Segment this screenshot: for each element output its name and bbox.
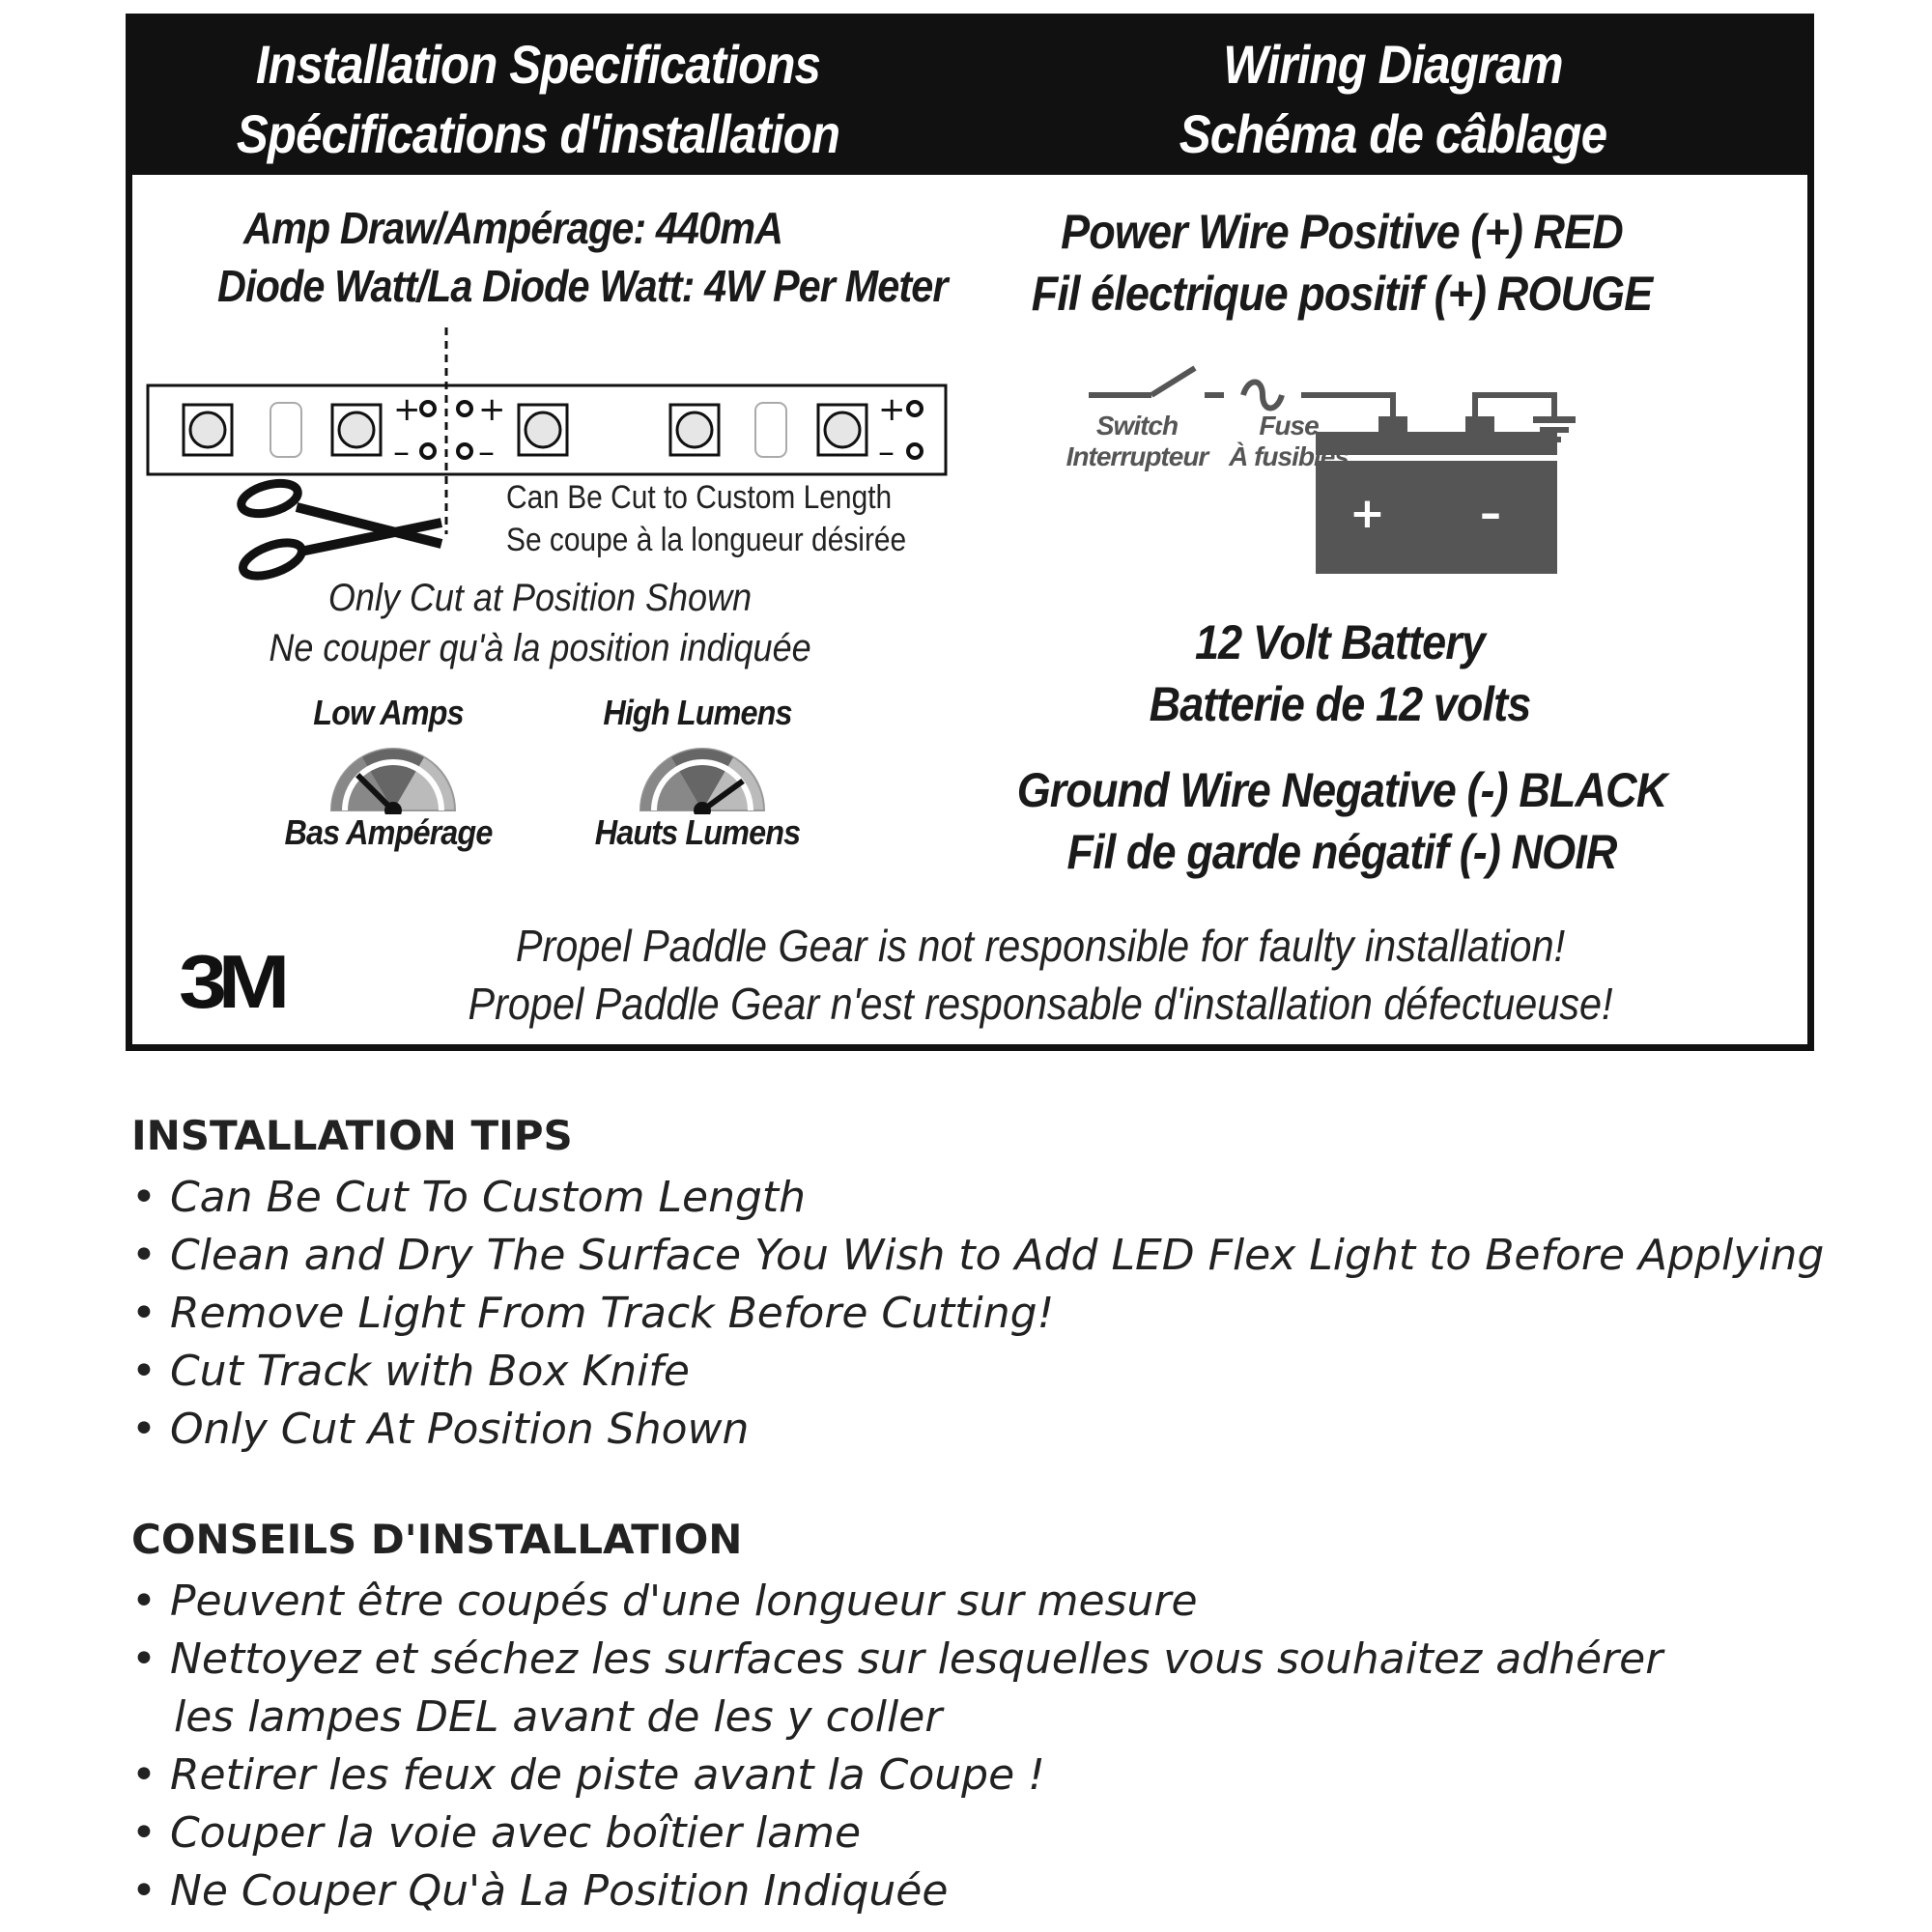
high-lumens-gauge-icon	[635, 737, 770, 814]
heading-fr: Spécifications d'installation	[236, 103, 840, 164]
bullet: •	[131, 1405, 156, 1454]
power-wire-fr: Fil électrique positif (+) ROUGE	[1031, 267, 1653, 321]
hauts-lumens-label: Hauts Lumens	[594, 812, 801, 852]
tip-text: Nettoyez et séchez les surfaces sur lesquelles vous souhaitez adhérer	[169, 1634, 1663, 1684]
cut-note	[506, 476, 906, 561]
pad-plus-label: +	[393, 390, 421, 429]
ground-wire-fr: Fil de garde négatif (-) NOIR	[1066, 825, 1617, 879]
bullet: •	[131, 1808, 156, 1858]
bullet: •	[131, 1750, 156, 1800]
amp-draw-spec: Amp Draw/Ampérage: 440mA	[243, 203, 783, 253]
diode-watt-spec: Diode Watt/La Diode Watt: 4W Per Meter	[217, 261, 948, 311]
panel-header	[132, 20, 1807, 175]
tip-text: Can Be Cut To Custom Length	[169, 1173, 807, 1222]
cut-note-fr: Se coupe à la longueur désirée	[506, 522, 907, 558]
fuse-label	[1216, 411, 1361, 472]
high-lumens-label: High Lumens	[603, 693, 792, 732]
fuse-en: Fuse	[1259, 411, 1319, 440]
switch-en: Switch	[1095, 411, 1179, 440]
led-chip-2	[332, 405, 381, 455]
disclaimer	[432, 917, 1649, 1033]
ground-wire	[1475, 395, 1554, 418]
heading-fr: Schéma de câblage	[1179, 103, 1607, 164]
tip-item	[131, 1227, 1870, 1285]
tips-title: CONSEILS D'INSTALLATION	[131, 1516, 743, 1563]
heading-en: Installation Specifications	[255, 34, 821, 95]
led-chip-3	[519, 405, 567, 455]
tip-text: Ne Couper Qu'à La Position Indiquée	[169, 1866, 949, 1916]
bas-amperage-label: Bas Ampérage	[284, 812, 493, 852]
disclaimer-en: Propel Paddle Gear is not responsible for faulty installation!	[515, 921, 1566, 971]
bullet: •	[131, 1289, 156, 1338]
power-wire-en: Power Wire Positive (+) RED	[1061, 205, 1623, 259]
low-amps-gauge-icon	[326, 737, 461, 814]
bullet: •	[131, 1347, 156, 1396]
battery-en: 12 Volt Battery	[1195, 615, 1485, 669]
only-cut-en: Only Cut at Position Shown	[327, 577, 753, 619]
3m-logo: 3M	[179, 939, 282, 1024]
pad-minus-label: –	[878, 433, 895, 471]
tip-item	[131, 1401, 1870, 1459]
battery-label	[1036, 611, 1644, 735]
fuse-fr: À fusibles	[1229, 441, 1349, 471]
only-cut-note	[236, 573, 844, 673]
tip-item-continued: les lampes DEL avant de les y coller	[174, 1692, 943, 1742]
heading-en: Wiring Diagram	[1223, 34, 1563, 95]
conseils-installation	[131, 1511, 1870, 1920]
tip-text: Remove Light From Track Before Cutting!	[169, 1289, 1055, 1338]
led-chip-5	[818, 405, 867, 455]
tip-item	[131, 1285, 1870, 1343]
resistor-1	[270, 403, 301, 457]
pad-minus-label: –	[478, 433, 495, 471]
pad-minus-label: –	[393, 433, 410, 471]
tip-item	[131, 1862, 1870, 1920]
pad-plus-label: +	[478, 390, 506, 429]
disclaimer-fr: Propel Paddle Gear n'est responsable d'installation défectueuse!	[468, 979, 1613, 1029]
low-amps-label: Low Amps	[313, 693, 464, 732]
bullet: •	[131, 1634, 156, 1684]
bullet: •	[131, 1231, 156, 1280]
tip-text: Clean and Dry The Surface You Wish to Add LED Flex Light to Before Applying	[169, 1231, 1825, 1280]
battery-fr: Batterie de 12 volts	[1149, 677, 1531, 731]
battery-minus: –	[1480, 489, 1501, 538]
tip-text: Retirer les feux de piste avant la Coupe !	[169, 1750, 1045, 1800]
tip-item	[131, 1343, 1870, 1401]
pad-plus-label: +	[878, 390, 906, 429]
switch-fr: Interrupteur	[1065, 441, 1208, 471]
wiring-diagram-heading	[1023, 30, 1763, 169]
fuse-icon	[1243, 383, 1282, 409]
specs-panel	[126, 14, 1814, 1051]
tip-item	[131, 1804, 1870, 1862]
tip-item	[131, 1747, 1870, 1804]
bullet: •	[131, 1866, 156, 1916]
scissors-icon	[238, 478, 441, 581]
switch-label	[1060, 411, 1214, 472]
resistor-2	[755, 403, 786, 457]
tip-item	[131, 1631, 1870, 1689]
cut-note-en: Can Be Cut to Custom Length	[506, 479, 893, 516]
battery-plus: +	[1350, 489, 1385, 538]
led-chip-1	[184, 405, 232, 455]
tip-text: Only Cut At Position Shown	[169, 1405, 750, 1454]
installation-specs-heading	[173, 30, 904, 169]
only-cut-fr: Ne couper qu'à la position indiquée	[269, 627, 811, 669]
tips-title: INSTALLATION TIPS	[131, 1112, 573, 1159]
bullet: •	[131, 1173, 156, 1222]
switch-icon	[1089, 368, 1195, 395]
installation-tips	[131, 1107, 1870, 1459]
tip-text: Couper la voie avec boîtier lame	[169, 1808, 862, 1858]
tip-text: Peuvent être coupés d'une longueur sur mesure	[169, 1577, 1198, 1626]
tip-text: Cut Track with Box Knife	[169, 1347, 690, 1396]
ground-wire-en: Ground Wire Negative (-) BLACK	[1016, 763, 1667, 817]
tip-item	[131, 1169, 1870, 1227]
bullet: •	[131, 1577, 156, 1626]
tip-item	[131, 1573, 1870, 1631]
led-chip-4	[670, 405, 719, 455]
